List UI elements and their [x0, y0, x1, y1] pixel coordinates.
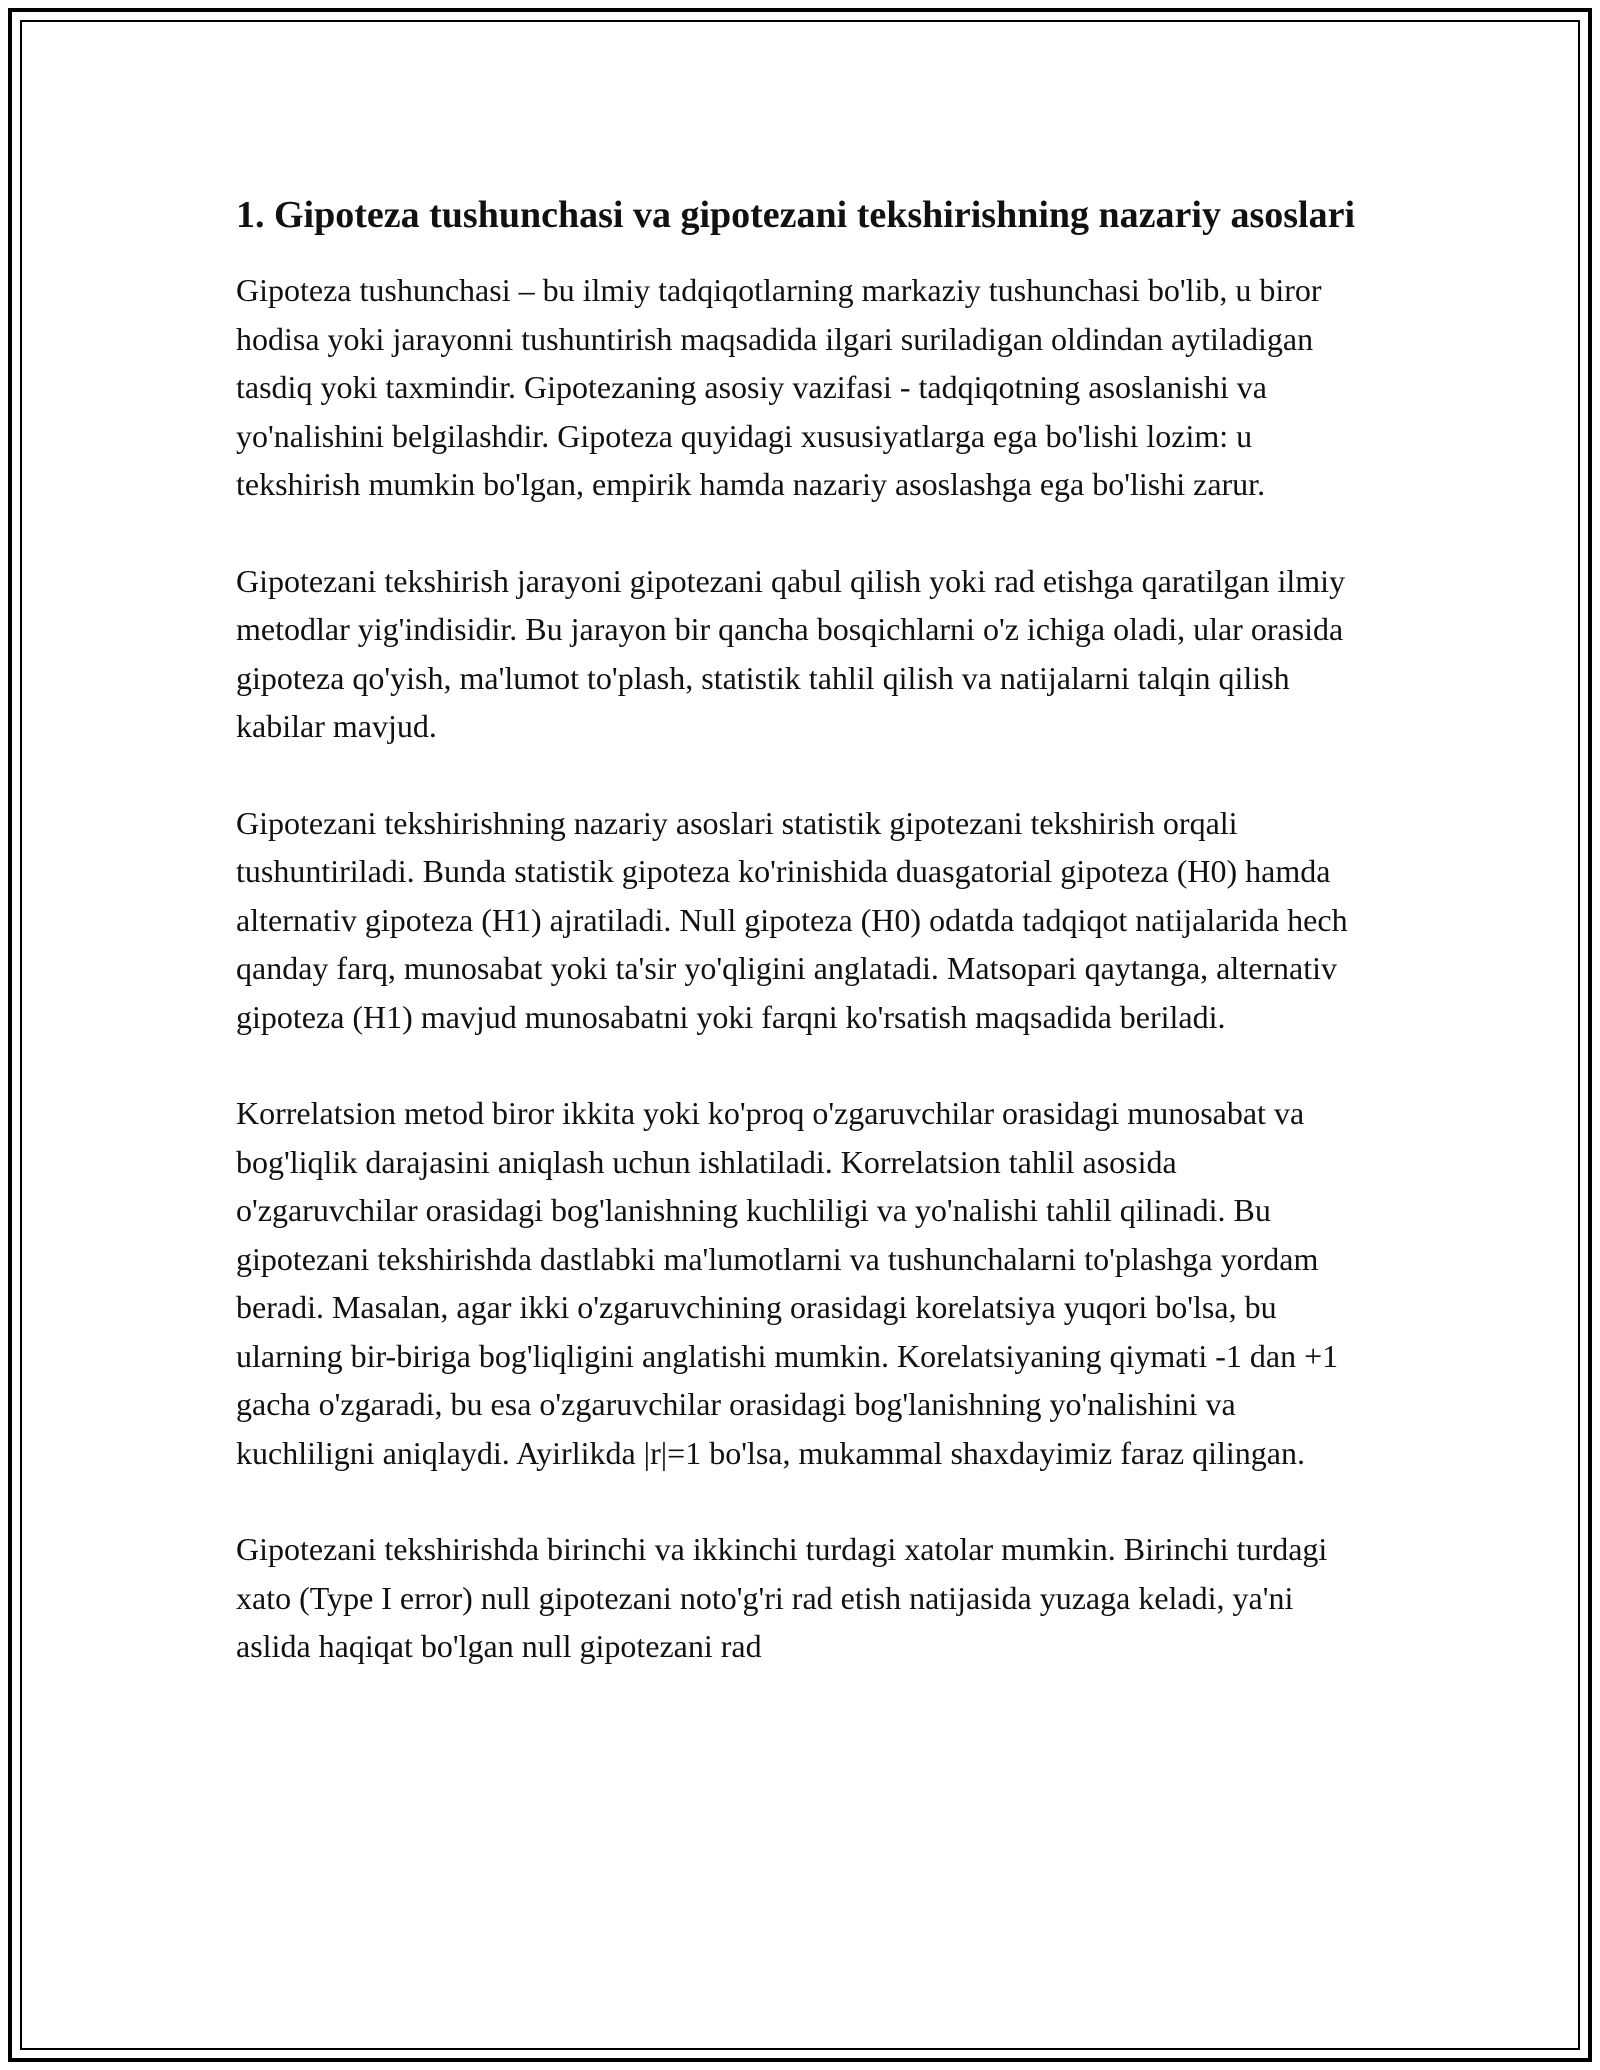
- paragraph-testing-process: Gipotezani tekshirish jarayoni gipotezani qabul qilish yoki rad etishga qaratilgan ilmiy metodlar yig'indisidir. Bu jarayon bir qancha bosqichlarni o'z ichiga oladi, ular orasida gipoteza qo'yish, ma'lumot to'plash, statistik tahlil qilish va natijalarni talqin qilish kabilar mavjud.: [236, 562, 1346, 744]
- paragraph-theoretical-basis: Gipotezani tekshirishning nazariy asoslari statistik gipotezani tekshirish orqali tushuntiriladi. Bunda statistik gipoteza ko'rinishida duasgatorial gipoteza (H0) hamda alternativ gipoteza (H1) ajratiladi. Null gipoteza (H0) odatda tadqiqot natijalarida hech qanday farq, munosabat yoki ta'sir yo'qligini anglatadi. Matsopari qaytanga, alternativ gipoteza (H1) mavjud munosabatni yoki farqni ko'rsatish maqsadida beriladi.: [236, 804, 1348, 1035]
- paragraph-error-types: Gipotezani tekshirishda birinchi va ikkinchi turdagi xatolar mumkin. Birinchi turdagi xato (Type I error) null gipotezani noto'g'ri rad etish natijasida yuzaga keladi, ya'ni aslida haqiqat bo'lgan null gipotezani rad: [236, 1531, 1328, 1664]
- document-title: 1. Gipoteza tushunchasi va gipotezani tekshirishning nazariy asoslari: [236, 194, 1356, 236]
- paragraph-correlation-method: Korrelatsion metod biror ikkita yoki ko'proq o'zgaruvchilar orasidagi munosabat va bog'liqlik darajasini aniqlash uchun ishlatiladi. Korrelatsion tahlil asosida o'zgaruvchilar orasidagi bog'lanishning kuchliligi va yo'nalishi tahlil qilinadi. Bu gipotezani tekshirishda dastlabki ma'lumotlarni va tushunchalarni to'plashga yordam beradi. Masalan, agar ikki o'zgaruvchining orasidagi korelatsiya yuqori bo'lsa, bu ularning bir-biriga bog'liqligini anglatishi mumkin. Korelatsiyaning qiymati -1 dan +1 gacha o'zgaradi, bu esa o'zgaruvchilar orasidagi bog'lanishning yo'nalishini va kuchliligni aniqlaydi. Ayirlikda |r|=1 bo'lsa, mukammal shaxdayimiz faraz qilingan.: [236, 1095, 1339, 1471]
- document-body: [236, 188, 1366, 1719]
- paragraph-hypothesis-concept: Gipoteza tushunchasi – bu ilmiy tadqiqotlarning markaziy tushunchasi bo'lib, u biror hodisa yoki jarayonni tushuntirish maqsadida ilgari suriladigan oldindan aytiladigan tasdiq yoki taxmindir. Gipotezaning asosiy vazifasi - tadqiqotning asoslanishi va yo'nalishini belgilashdir. Gipoteza quyidagi xususiyatlarga ega bo'lishi lozim: u tekshirish mumkin bo'lgan, empirik hamda nazariy asoslashga ega bo'lishi zarur.: [236, 272, 1322, 502]
